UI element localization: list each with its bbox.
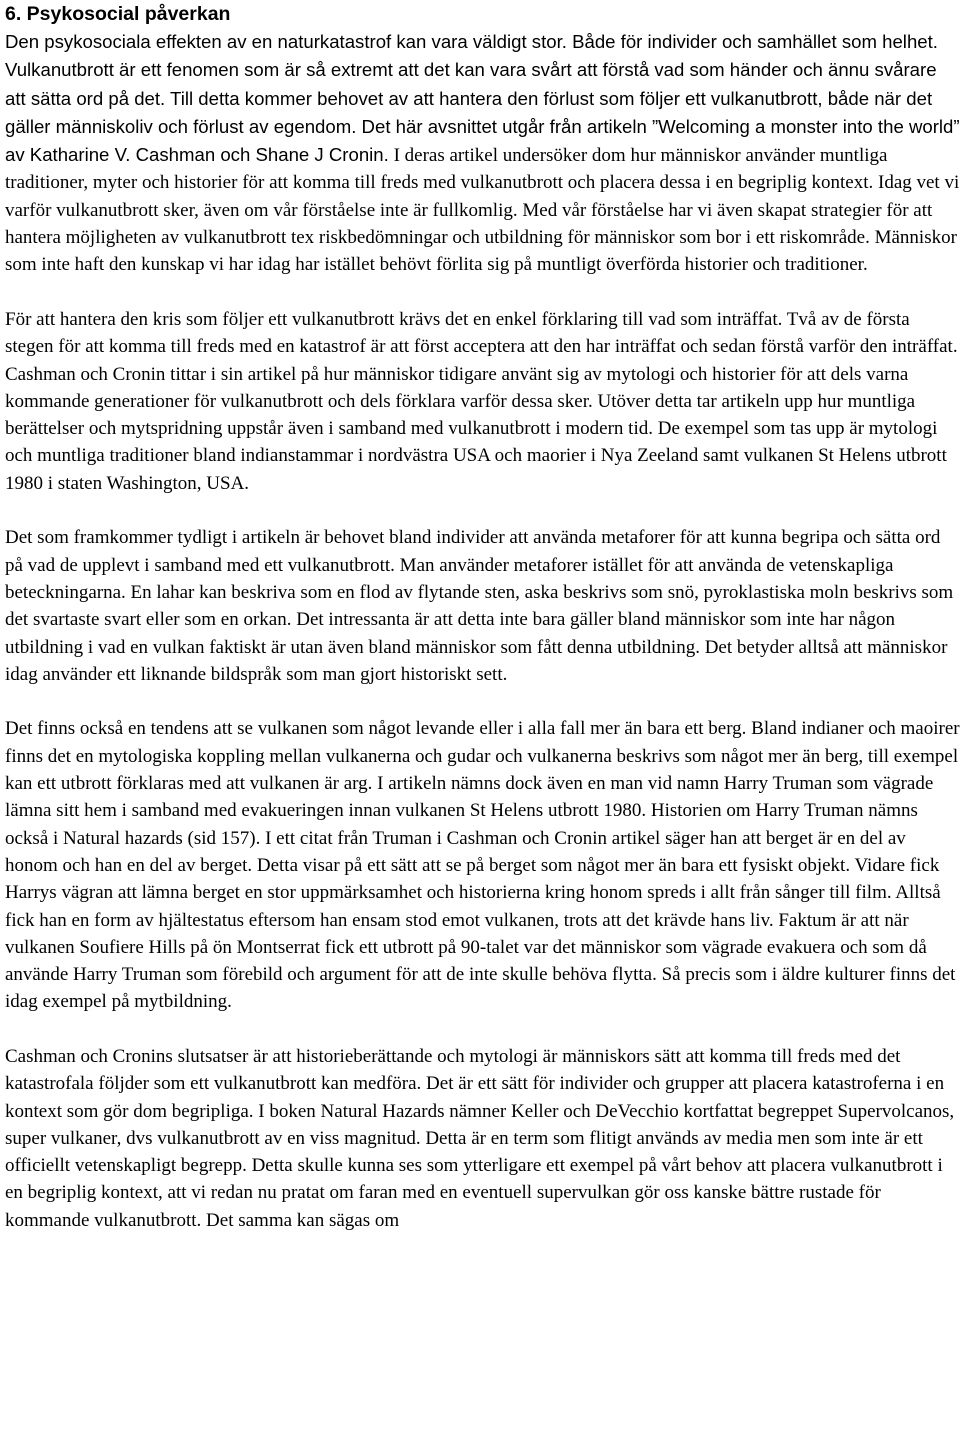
paragraph-1 [5,28,960,279]
paragraph-1-sans-text: Den psykosociala effekten av en naturkatastrof kan vara väldigt stor. Både för individer och samhället som helhet. Vulkanutbrott är ett fenomen som är så extremt att det kan vara svårt att förstå vad som händer och ännu svårare att sätta ord på det. Till detta kommer behovet av att hantera den förlust som följer ett vulkanutbrott, både när det gäller människoliv och förlust av egendom. Det här avsnittet utgår från artikeln ”Welcoming a monster into the world” av Katharine V. Cashman och Shane J Cronin. [5,31,960,166]
paragraph-4: Det finns också en tendens att se vulkanen som något levande eller i alla fall mer än bara ett berg. Bland indianer och maoirer finns det en mytologiska koppling mellan vulkanerna och gudar och vulkanerna beskrivs som något mer än berg, till exempel kan ett utbrott förklaras med att vulkanen är arg. I artikeln nämns dock även en man vid namn Harry Truman som vägrade lämna sitt hem i samband med evakueringen innan vulkanen St Helens utbrott 1980. Historien om Harry Truman nämns också i Natural hazards (sid 157). I ett citat från Truman i Cashman och Cronin artikel säger han att berget är en del av honom och han en del av berget. Detta visar på ett sätt att se på berget som något mer än bara ett fysiskt objekt. Vidare fick Harrys vägran att lämna berget en stor uppmärksamhet och historierna kring honom spreds i allt från sånger till film. Alltså fick han en form av hjältestatus eftersom han ensam stod emot vulkanen, trots att det krävde hans liv. Faktum är att när vulkanen Soufiere Hills på ön Montserrat fick ett utbrott på 90-talet var det människor som vägrade evakuera och som då använde Harry Truman som förebild och argument för att de inte skulle behöva flytta. Så precis som i äldre kulturer finns det idag exempel på mytbildning. [5,718,960,1013]
section-heading: 6. Psykosocial påverkan [5,3,231,25]
paragraph-2: För att hantera den kris som följer ett vulkanutbrott krävs det en enkel förklaring till vad som inträffat. Två av de första stegen för att komma till freds med en katastrof är att först acceptera att den har inträffat och sedan förstå varför den inträffat. Cashman och Cronin tittar i sin artikel på hur människor tidigare använt sig av mytologi och historier för att dels varna kommande generationer för vulkanutbrott och dels förklara varför dessa sker. Utöver detta tar artikeln upp hur muntliga berättelser och mytspridning uppstår även i samband med vulkanutbrott i modern tid. De exempel som tas upp är mytologi och muntliga traditioner bland indianstammar i nordvästra USA och maorier i Nya Zeeland samt vulkanen St Helens utbrott 1980 i staten Washington, USA. [5,308,958,494]
paragraph-5: Cashman och Cronins slutsatser är att historieberättande och mytologi är människors sätt att komma till freds med det katastrofala följder som ett vulkanutbrott kan medföra. Det är ett sätt för individer och grupper att placera katastroferna i en kontext som gör dom begripliga. I boken Natural Hazards nämner Keller och DeVecchio kortfattat begreppet Supervolcanos, super vulkaner, dvs vulkanutbrott av en viss magnitud. Detta är en term som flitigt används av media men som inte är ett officiellt vetenskapligt begrepp. Detta skulle kunna ses som ytterligare ett exempel på vårt behov att placera vulkanutbrott i en begriplig kontext, att vi redan nu pratat om faran med en eventuell supervulkan gör oss kanske bättre rustade för kommande vulkanutbrott. Det samma kan sägas om [5,1045,955,1231]
document-page [5,0,960,1234]
paragraph-1-serif-text: I deras artikel undersöker dom hur människor använder muntliga traditioner, myter och historier för att komma till freds med vulkanutbrott och placera dessa i en begriplig kontext. Idag vet vi varför vulkanutbrott sker, även om vår förståelse inte är fullkomlig. Med vår förståelse har vi även skapat strategier för att hantera möjligheten av vulkanutbrott tex riskbedömningar och utbildning för människor som bor i ett riskområde. Människor som inte haft den kunskap vi har idag har istället behövt förlita sig på muntligt överförda historier och traditioner. [5,145,960,276]
paragraph-3: Det som framkommer tydligt i artikeln är behovet bland individer att använda metaforer för att kunna begripa och sätta ord på vad de upplevt i samband med ett vulkanutbrott. Man använder metaforer istället för att använda de vetenskapliga beteckningarna. En lahar kan beskriva som en flod av flytande sten, aska beskrivs som snö, pyroklastiska moln beskrivs som det svartaste svart eller som en orkan. Det intressanta är att detta inte bara gäller bland människor som inte har någon utbildning i vad en vulkan faktiskt är utan även bland människor som fått denna utbildning. Det betyder alltså att människor idag använder ett liknande bildspråk som man gjort historiskt sett. [5,527,954,685]
